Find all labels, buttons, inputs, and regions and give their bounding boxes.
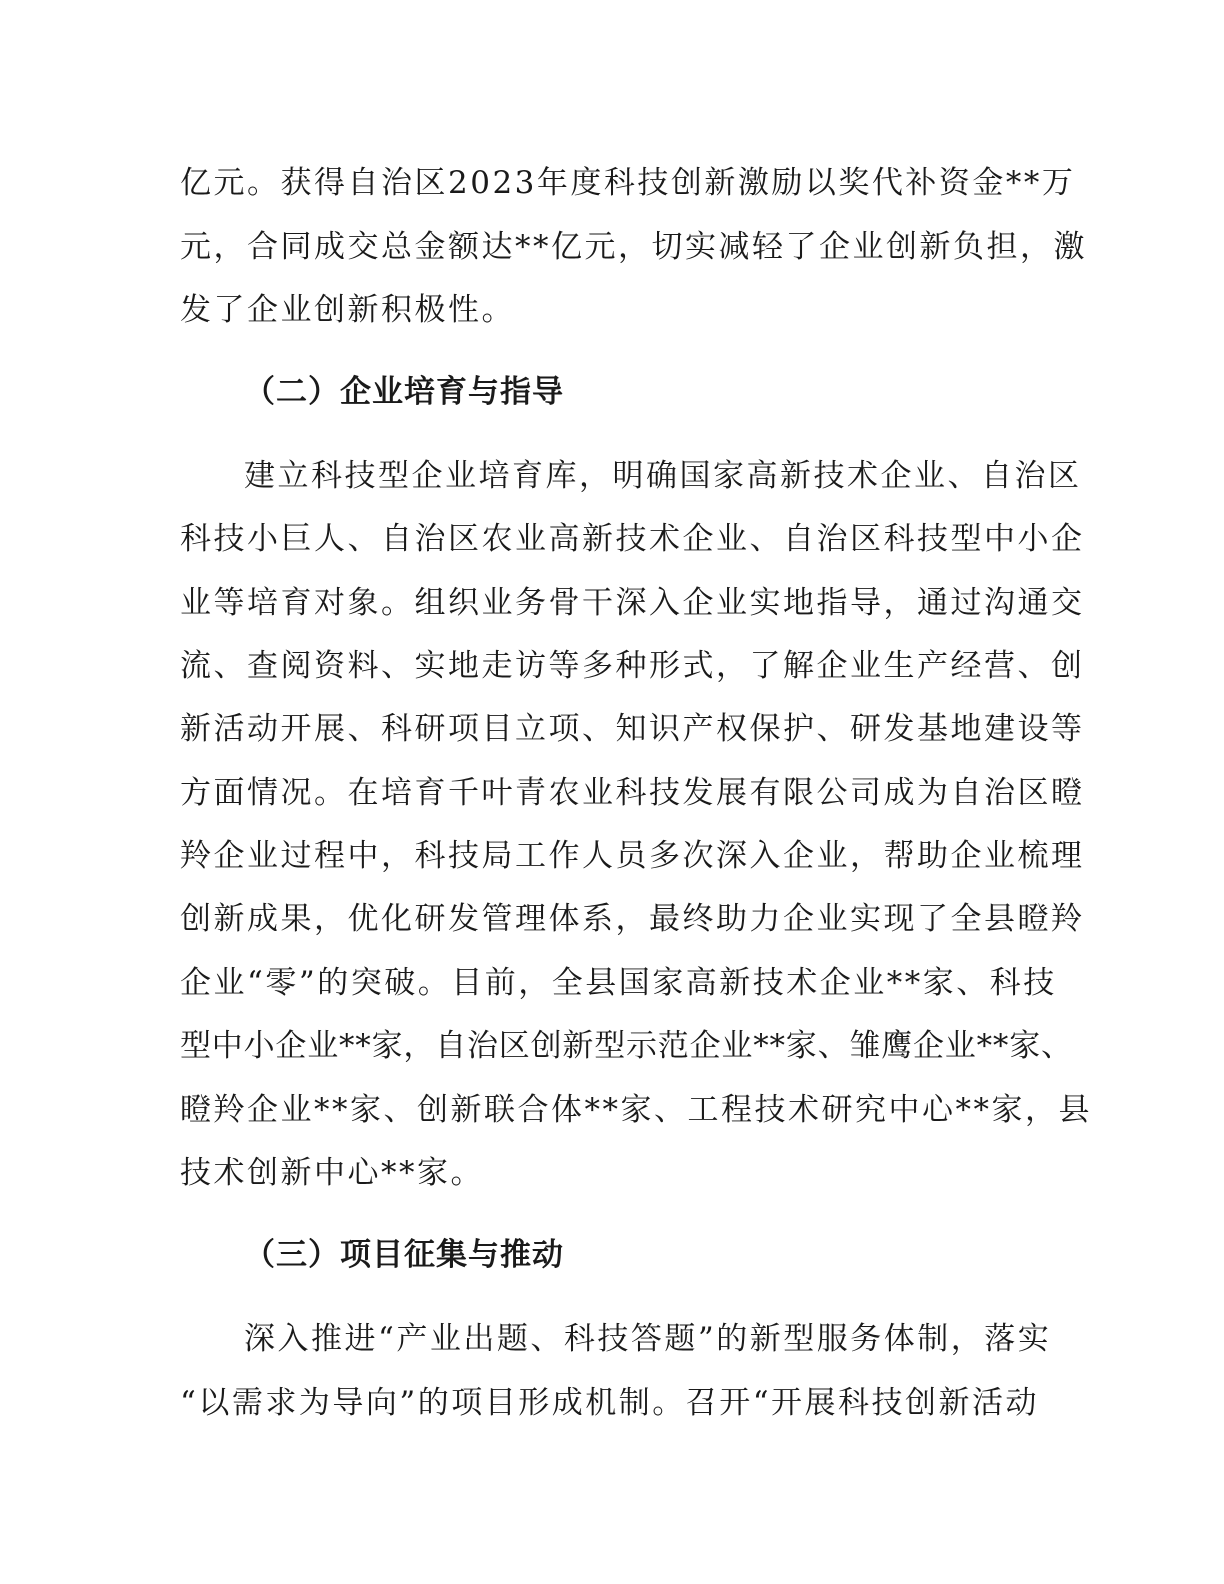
paragraph-line: “以需求为导向”的项目形成机制。召开“开展科技创新活动 [180,1385,1040,1421]
section-heading: （三）项目征集与推动 [244,1237,564,1273]
paragraph-line: 羚企业过程中，科技局工作人员多次深入企业，帮助企业梳理 [180,838,1085,874]
paragraph-line: 技术创新中心**家。 [180,1155,484,1191]
section-heading: （二）企业培育与指导 [244,374,564,410]
paragraph-line: 建立科技型企业培育库，明确国家高新技术企业、自治区 [244,458,1082,494]
paragraph-line: 业等培育对象。组织业务骨干深入企业实地指导，通过沟通交 [180,585,1085,621]
paragraph-line: 创新成果，优化研发管理体系，最终助力企业实现了全县瞪羚 [180,901,1085,937]
paragraph-line: 方面情况。在培育千叶青农业科技发展有限公司成为自治区瞪 [180,775,1085,811]
paragraph-line: 亿元。获得自治区2023年度科技创新激励以奖代补资金**万 [180,165,1076,201]
paragraph-line: 元，合同成交总金额达**亿元，切实减轻了企业创新负担，激 [180,229,1087,265]
paragraph-line: 新活动开展、科研项目立项、知识产权保护、研发基地建设等 [180,711,1085,747]
paragraph-line: 流、查阅资料、实地走访等多种形式，了解企业生产经营、创 [180,648,1085,684]
paragraph-line: 企业“零”的突破。目前，全县国家高新技术企业**家、科技 [180,965,1057,1001]
paragraph-line: 发了企业创新积极性。 [180,292,515,328]
paragraph-line: 瞪羚企业**家、创新联合体**家、工程技术研究中心**家，县 [180,1092,1092,1128]
paragraph-line: 科技小巨人、自治区农业高新技术企业、自治区科技型中小企 [180,521,1085,557]
paragraph-line: 型中小企业**家，自治区创新型示范企业**家、雏鹰企业**家、 [180,1028,1073,1064]
paragraph-line: 深入推进“产业出题、科技答题”的新型服务体制，落实 [244,1321,1052,1357]
